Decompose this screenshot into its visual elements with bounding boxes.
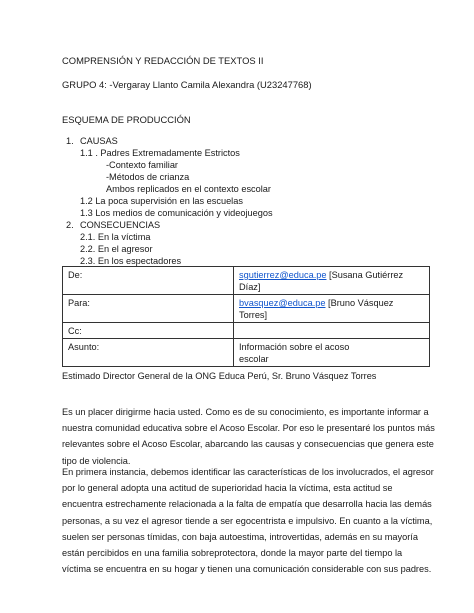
paragraph-line: personas, a su vez el agresor tiende a ser egocentrista e impulsivo. En cuanto a la víctima, — [62, 515, 433, 526]
outline-cause-1-b: -Métodos de crianza — [106, 172, 190, 182]
subject-line-2: escolar — [239, 354, 269, 364]
email-de-label: De: — [63, 267, 234, 295]
email-row-asunto — [63, 339, 430, 367]
body-paragraph-1 — [62, 404, 435, 469]
body-paragraph-2 — [62, 464, 432, 577]
email-para-label: Para: — [63, 295, 234, 323]
outline-cause-3: 1.3 Los medios de comunicación y videojuegos — [80, 208, 273, 218]
email-de-value — [234, 267, 430, 295]
email-asunto-label: Asunto: — [63, 339, 234, 367]
group-line: GRUPO 4: -Vergaray Llanto Camila Alexandra (U23247768) — [62, 79, 312, 90]
recipient-name-part2: Torres] — [239, 310, 268, 320]
paragraph-line: Es un placer dirigirme hacia usted. Como es de su conocimiento, es importante informar a — [62, 407, 429, 417]
paragraph-line: víctima se encuentra en su hogar y tienen una comunicación considerable con sus padres. — [62, 564, 432, 575]
subject-line-1: Información sobre el acoso — [239, 342, 350, 352]
paragraph-line: En primera instancia, debemos identificar las características de los involucrados, el agresor — [62, 467, 434, 477]
outline-cause-2: 1.2 La poca supervisión en las escuelas — [80, 196, 243, 206]
outline-consequence-1: 2.1. En la víctima — [80, 232, 151, 242]
email-header-table — [62, 266, 430, 367]
paragraph-line: relevantes sobre el Acoso Escolar, abarcando las causas y consecuencias que genera este — [62, 439, 434, 450]
outline-cause-1-a: -Contexto familiar — [106, 160, 178, 170]
sender-name-part2: Díaz] — [239, 282, 261, 292]
email-row-para — [63, 295, 430, 323]
outline-causes-label: CAUSAS — [80, 136, 118, 146]
email-row-de — [63, 267, 430, 295]
paragraph-line: están percibidos en una familia sobreprotectora, donde la mayor parte del tiempo la — [62, 548, 403, 559]
paragraph-line: encuentra estrechamente relacionada a la falta de empatía que desarrolla hacia las demás — [62, 499, 432, 510]
outline-number-2: 2. — [66, 220, 74, 230]
course-title: COMPRENSIÓN Y REDACCIÓN DE TEXTOS II — [62, 55, 264, 66]
outline-consequence-2: 2.2. En el agresor — [80, 244, 153, 254]
outline-title: ESQUEMA DE PRODUCCIÓN — [62, 114, 191, 125]
outline-number-1: 1. — [66, 136, 74, 146]
salutation: Estimado Director General de la ONG Educa Perú, Sr. Bruno Vásquez Torres — [62, 371, 377, 381]
outline-consequences-label: CONSECUENCIAS — [80, 220, 161, 230]
email-para-value — [234, 295, 430, 323]
email-asunto-value — [234, 339, 430, 367]
recipient-email-link[interactable]: bvasquez@educa.pe — [239, 298, 326, 308]
paragraph-line: tipo de violencia. — [62, 455, 131, 466]
outline-cause-1: 1.1 . Padres Extremadamente Estrictos — [80, 148, 240, 158]
recipient-name-part1: [Bruno Vásquez — [325, 298, 394, 308]
sender-email-link[interactable]: sgutierrez@educa.pe — [239, 270, 327, 280]
sender-name-part1: [Susana Gutiérrez — [326, 270, 404, 280]
email-cc-value — [234, 323, 430, 339]
paragraph-line: suelen ser personas tímidas, con baja autoestima, introvertidas, además en su mayoría — [62, 531, 418, 542]
email-cc-label: Cc: — [63, 323, 234, 339]
outline-cause-1-c: Ambos replicados en el contexto escolar — [106, 184, 271, 194]
outline-consequence-3: 2.3. En los espectadores — [80, 256, 182, 266]
paragraph-line: por lo general adopta una actitud de superioridad hacia la víctima, esta actitud se — [62, 483, 393, 494]
paragraph-line: nuestra comunidad educativa sobre el Acoso Escolar. Por eso le presentaré los puntos más — [62, 423, 435, 434]
email-row-cc — [63, 323, 430, 339]
